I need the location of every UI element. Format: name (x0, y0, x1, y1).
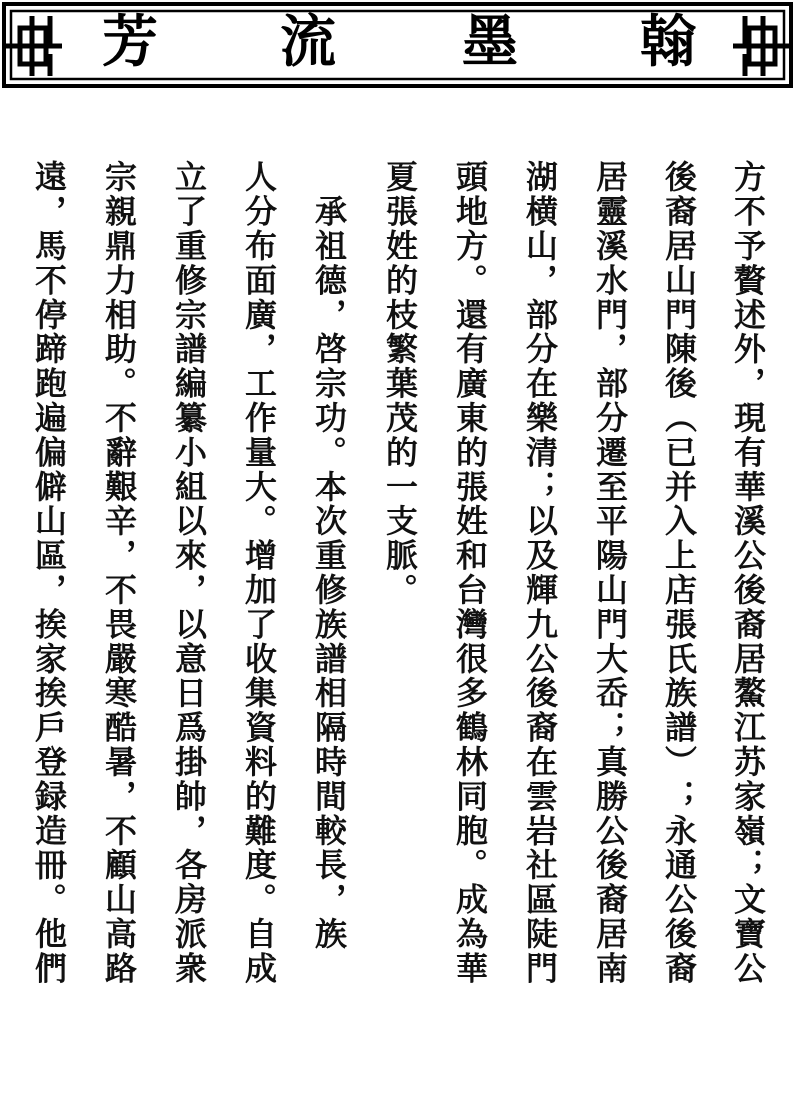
text-column: 湖横山，部分在樂清；以及輝九公後裔在雲岩社區陡門 (521, 160, 559, 986)
banner-char-4: 芳 (102, 9, 158, 75)
text-column: 人分布面廣，工作量大。增加了收集資料的難度。自成 (240, 160, 278, 986)
text-column: 立了重修宗譜編纂小組以來，以意日爲掛帥，各房派衆 (170, 160, 208, 986)
text-column: 夏張姓的枝繁葉茂的一支脈。 (381, 160, 419, 608)
text-column: 遠，馬不停蹄跑遍偏僻山區，挨家挨戶登録造冊。他們 (30, 160, 68, 986)
text-column: 宗親鼎力相助。不辭艱辛，不畏嚴寒酷暑，不顧山高路 (100, 160, 138, 986)
text-column: 後裔居山門陳後（已并入上店張氏族譜）；永通公後裔 (660, 160, 698, 986)
banner-char-2: 墨 (462, 9, 518, 75)
text-column: 方不予贅述外，現有華溪公後裔居鰲江苏家嶺；文寶公 (729, 160, 767, 986)
text-column: 居靈溪水門，部分遷至平陽山門大岙；真勝公後裔居南 (591, 160, 629, 986)
banner-char-1: 翰 (640, 9, 696, 75)
text-column: 承祖德，啓宗功。本次重修族譜相隔時間較長，族 (310, 160, 348, 952)
banner-char-3: 流 (280, 9, 336, 75)
text-column: 頭地方。還有廣東的張姓和台灣很多鶴林同胞。成為華 (451, 160, 489, 986)
